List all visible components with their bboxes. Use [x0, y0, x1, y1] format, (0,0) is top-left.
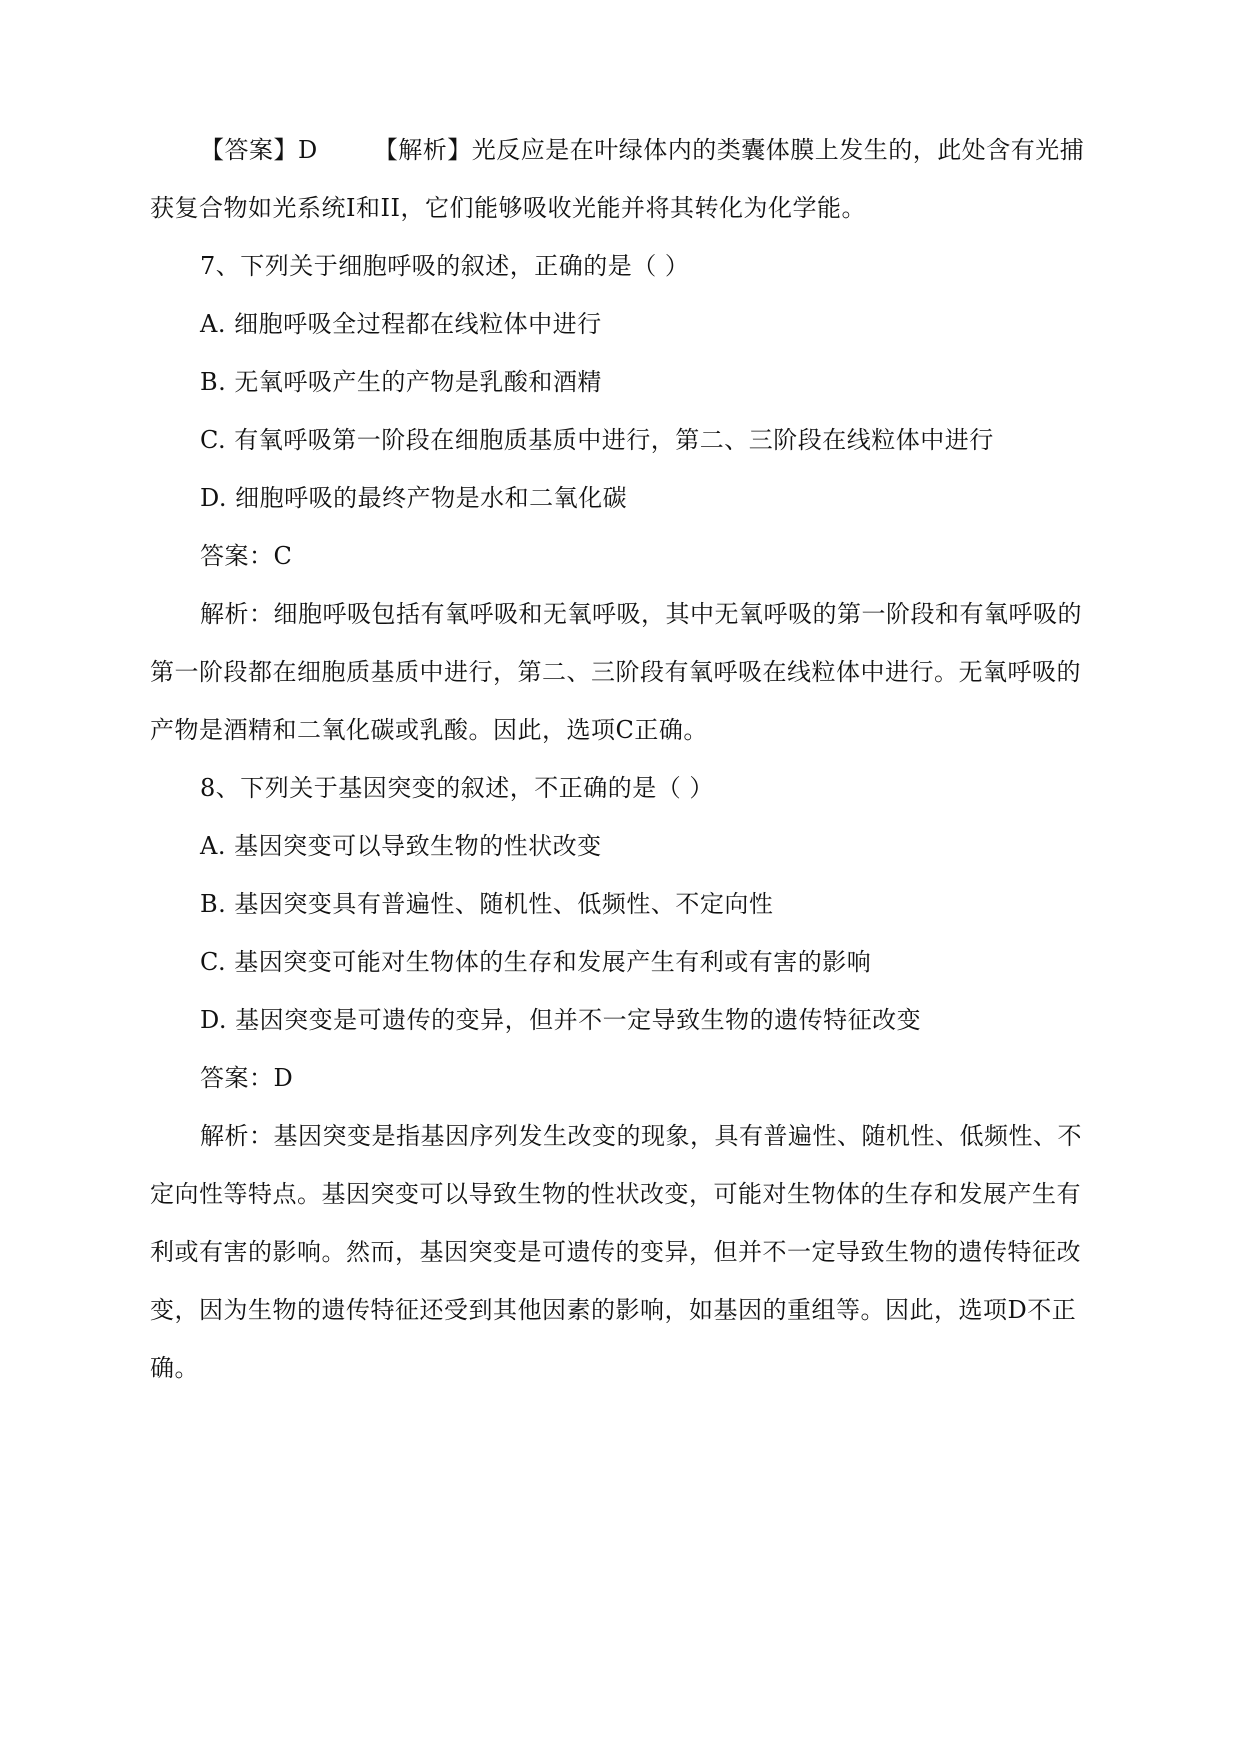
q8-analysis-line-4: 变，因为生物的遗传特征还受到其他因素的影响，如基因的重组等。因此，选项D不正 [150, 1296, 1077, 1324]
q8-option-b: B. 基因突变具有普遍性、随机性、低频性、不定向性 [200, 890, 774, 918]
prev-answer-label: 【答案】D [200, 136, 318, 164]
q8-option-d: D. 基因突变是可遗传的变异，但并不一定导致生物的遗传特征改变 [200, 1006, 922, 1034]
q8-stem: 8、下列关于基因突变的叙述，不正确的是（ ） [200, 774, 714, 802]
q7-analysis-line-3: 产物是酒精和二氧化碳或乳酸。因此，选项C正确。 [150, 716, 708, 744]
q7-stem: 7、下列关于细胞呼吸的叙述，正确的是（ ） [200, 252, 690, 280]
q8-option-c: C. 基因突变可能对生物体的生存和发展产生有利或有害的影响 [200, 948, 872, 976]
q8-analysis-line-1: 解析：基因突变是指基因序列发生改变的现象，具有普遍性、随机性、低频性、不 [200, 1122, 1082, 1150]
prev-analysis-text: 【解析】光反应是在叶绿体内的类囊体膜上发生的，此处含有光捕 [373, 136, 1085, 164]
prev-analysis-continuation: 获复合物如光系统I和II，它们能够吸收光能并将其转化为化学能。 [150, 194, 866, 222]
q7-answer: 答案：C [200, 542, 293, 570]
q7-analysis-line-1: 解析：细胞呼吸包括有氧呼吸和无氧呼吸，其中无氧呼吸的第一阶段和有氧呼吸的 [200, 600, 1082, 628]
q7-option-c: C. 有氧呼吸第一阶段在细胞质基质中进行，第二、三阶段在线粒体中进行 [200, 426, 994, 454]
q8-answer: 答案：D [200, 1064, 294, 1092]
q8-analysis-line-3: 利或有害的影响。然而，基因突变是可遗传的变异，但并不一定导致生物的遗传特征改 [150, 1238, 1081, 1266]
q8-option-a: A. 基因突变可以导致生物的性状改变 [200, 832, 602, 860]
q7-option-a: A. 细胞呼吸全过程都在线粒体中进行 [200, 310, 602, 338]
q8-analysis-line-5: 确。 [150, 1354, 199, 1382]
q7-option-b: B. 无氧呼吸产生的产物是乳酸和酒精 [200, 368, 602, 396]
prev-answer-line [200, 134, 1100, 166]
q7-option-d: D. 细胞呼吸的最终产物是水和二氧化碳 [200, 484, 628, 512]
q7-analysis-line-2: 第一阶段都在细胞质基质中进行，第二、三阶段有氧呼吸在线粒体中进行。无氧呼吸的 [150, 658, 1081, 686]
q8-analysis-line-2: 定向性等特点。基因突变可以导致生物的性状改变，可能对生物体的生存和发展产生有 [150, 1180, 1081, 1208]
